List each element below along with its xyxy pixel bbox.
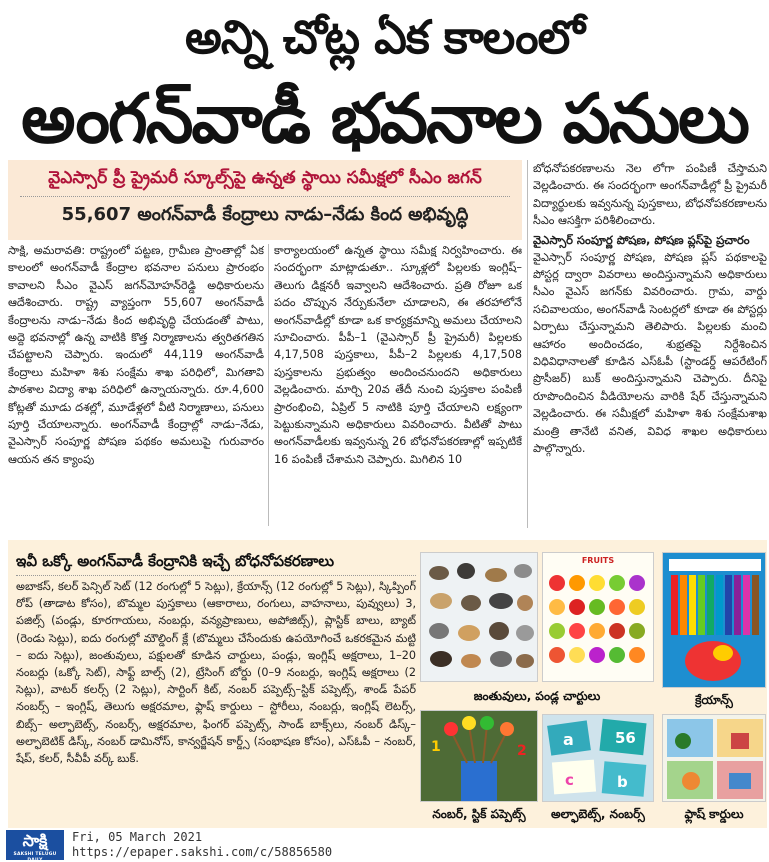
sakshi-logo [6, 830, 64, 860]
fruit-chart-photo [542, 552, 654, 682]
puppets-photo [420, 710, 538, 802]
alphabet-illustration [543, 715, 654, 802]
article-column-2: కార్యాలయంలో ఉన్నత స్థాయి సమీక్ష నిర్వహించారు. ఈ సందర్భంగా మాట్లాడుతూ.. స్కూళ్లలో పిల్లలకు ఇంగ్లిష్– తెలుగు డిక్షనరీ ఇవ్వాలని ఆదేశించారు. ప్రతి రోజూ ఒక పదం చొప్పున నేర్పుకునేలా చూడాలని, ఈ తరహాలోనే అంగన్‌వాడీల్లో కూడా ఒక కార్యక్రమాన్ని అమలు చేయాలని సూచించారు. పీపీ–1 (వైఎస్సార్ ప్రీ ప్రైమరీ) పిల్లలకు 4,17,508 పుస్తకాలు, పీపీ–2 పిల్లలకు 4,17,508 పుస్తకాలను ప్రభుత్వం అందించనుందని అధికారులు వెల్లడించారు. మార్చి 20వ తేదీ నుంచి పుస్తకాల పంపిణీ ప్రారంభించి, ఏప్రిల్ 5 నాటికి పూర్తి చేయాలని లక్ష్యంగా పెట్టుకున్నామని అధికారులు వివరించారు. వీటితో పాటు అంగన్‌వాడీలకు ఇవ్వనున్న 26 బోధనోపకరణాల్లో ఇప్పటికే 16 పంపిణీ చేశామని చెప్పారు. మిగిలిన 10 [274, 244, 522, 466]
puppets-caption: నంబర్, స్టిక్ పప్పెట్స్ [432, 807, 526, 821]
epaper-link[interactable]: https://epaper.sakshi.com/c/58856580 [72, 845, 333, 859]
subheadline-1: వైఎస్సార్ ప్రీ ప్రైమరీ స్కూల్స్‌పై ఉన్నత స్థాయి సమీక్షలో సీఎం జగన్ [48, 168, 482, 188]
crayons-photo [662, 552, 766, 688]
info-box-title: ఇవీ ఒక్కో అంగన్‌వాడీ కేంద్రానికి ఇచ్చే బోధనోపకరణాలు [16, 552, 335, 570]
crayons-caption: క్రేయాన్స్ [695, 693, 733, 707]
svg-text:1: 1 [431, 739, 441, 755]
animal-chart-illustration [421, 553, 538, 682]
info-box-text: అబాకస్, కలర్ పెన్సిల్ సెట్ (12 రంగుల్లో 5 సెట్లు), క్రేయాన్స్ (12 రంగుల్లో 5 సెట్లు), స్కిప్పింగ్ రోప్ (తాడాట కోసం), బొమ్మల పుస్తకాలు (ఆకారాలు, రంగులు, వాహనాలు, పువ్వులు) 3, పజిల్స్ (పండ్లు, కూరగాయలు, నంబర్లు, వన్యప్రాణులు, అపోజిట్స్), ప్లాస్టిక్ బాలు, బ్యాట్ (రెండు సెట్లు), ఐదు రంగుల్లో మౌల్డింగ్ క్లే (బొమ్మలు చేసేందుకు ఉపయోగించే ఒకరకమైన మట్టి – ఐదు సెట్లు), జంతువులు, పక్షులతో కూడిన చార్టులు, పండ్లు, ఇంగ్లిష్ అక్షరాలు, 1–20 నంబర్లు (ఒక్కో సెట్), సాఫ్ట్ బాల్స్ (2), ట్రేసింగ్ బోర్డు (0–9 నంబర్లు, ఇంగ్లిష్ అక్షరాలు (2 సెట్లు), వాటర్ కలర్స్ (2 సెట్లు), సార్టింగ్ కిట్, నంబర్ పప్పెట్స్–స్టిక్ పప్పెట్స్, శాండ్ పేపర్ నంబర్స్ – ఇంగ్లిష్, తెలుగు అక్షరమాల, ఫ్లాష్ కార్డులు – స్టోరీలు, నంబర్లు, ఇంగ్లిష్ లెటర్స్, బిబ్స్– అల్ఫాబెట్స్, నంబర్స్, అక్షరమాల, ఫింగర్ పప్పెట్స్, సాండ్ బాక్స్‌లు, నంబర్ డిస్క్–అల్ఫాబెటిక్ డిస్క్, నంబర్ డామినోస్, కాన్వర్జేషన్ కార్డ్స్ (సంభాషణ కోసం), ఎస్ఓపీ – నంబర్, షేప్, కలర్, సీవీపీ వర్క్ బుక్. [16, 580, 416, 766]
flashcards-illustration [663, 715, 766, 802]
article-column-1: సాక్షి, అమరావతి: రాష్ట్రంలో పట్టణ, గ్రామీణ ప్రాంతాల్లో ఏక కాలంలో అంగన్‌వాడీ కేంద్రాల భవనాల పనులు ప్రారంభం కావాలని సీఎం వైఎస్ జగన్‌మోహన్‌రెడ్డి అధికారులను ఆదేశించారు. రాష్ట్ర వ్యాప్తంగా 55,607 అంగన్‌వాడీ కేంద్రాలను నాడు–నేడు కింద అభివృద్ధి చేయడంతో పాటు, అద్దె భవనాల్లో ఉన్న వాటికి కొత్త నిర్మాణాలను త్వరితగతిన చేపట్టాలని చెప్పారు. ఇందులో 44,119 అంగన్‌వాడీ కేంద్రాలు మహిళా శిశు సంక్షేమ శాఖ పరిధిలో, మిగతావి పాఠశాల విద్యా శాఖ పరిధిలో ఉన్నాయన్నారు. రూ.4,600 కోట్లతో మూడు దశల్లో, మూడేళ్లలో వీటి నిర్మాణాలు, పనులు పూర్తి చేయాలన్నారు. అంగన్‌వాడీ కేంద్రాల్లో నాడు–నేడు, వైఎస్సార్ సంపూర్ణ పోషణ పథకం అమలుపై గురువారం ఆయన తన క్యాంపు [8, 244, 264, 466]
alphabet-photo [542, 714, 654, 802]
column-divider [527, 160, 528, 528]
charts-caption: జంతువులు, పండ్ల చార్టులు [473, 689, 601, 703]
headline-line-2: అంగన్‌వాడీ భవనాల పనులు [21, 80, 748, 159]
puppets-illustration [421, 711, 538, 802]
divider [20, 196, 510, 197]
article-column-3 [533, 160, 767, 530]
subheadline-2: 55,607 అంగన్‌వాడీ కేంద్రాలు నాడు–నేడు కింద అభివృద్ధి [61, 204, 469, 225]
svg-text:b: b [617, 773, 628, 791]
headline-line-1: అన్ని చోట్ల ఏక కాలంలో [185, 10, 584, 64]
paragraph: బోధనోపకరణాలను నెల లోగా పంపిణీ చేస్తామని వెల్లడించారు. ఈ సందర్భంగా అంగన్‌వాడీల్లో ప్రీ ప్రైమరీ విద్యార్థులకు ఇవ్వనున్న పుస్తకాలు, బోధనోపకరణాలను సీఎం ఆసక్తిగా పరిశీలించారు. [533, 162, 767, 228]
column-divider [268, 244, 269, 526]
svg-text:a: a [563, 730, 574, 749]
fruit-chart-illustration [543, 553, 654, 682]
fruits-label: FRUITS [581, 556, 615, 565]
flashcards-photo [662, 714, 766, 802]
alphabet-caption: అల్ఫాబెట్స్, నంబర్స్ [551, 807, 645, 821]
crayons-illustration [663, 553, 766, 688]
paragraph: వైఎస్సార్ సంపూర్ణ పోషణ, పోషణ ప్లస్ పథకాలపై పోస్టర్ల ద్వారా వివరాలు అందిస్తున్నామని అధికారులు సీఎం వైఎస్ జగన్‌కు వివరించారు. గ్రామ, వార్డు సచివాలయం, అంగన్‌వాడీ సెంటర్లలో కూడా ఈ పోస్టర్లు ఏర్పాటు చేస్తున్నామని తెలిపారు. పిల్లలకు మంచి ఆహారం అందించడం, శుభ్రతపై నిర్దేశించిన విధివిధానాలతో కూడిన ఎస్‌ఓపీ (స్టాండర్డ్ ఆపరేటింగ్ ప్రొసీజర్) బుక్ అందిస్తున్నామని చెప్పారు. దీనిపై రూపొందించిన వీడియోలను వారికి షేర్ చేస్తున్నామని వెల్లడించారు. ఈ సమీక్షలో మహిళా శిశు సంక్షేమశాఖ మంత్రి తానేటి వనిత, వివిధ శాఖల అధికారులు పాల్గొన్నారు. [533, 250, 767, 456]
animal-chart-photo [420, 552, 538, 682]
divider [16, 575, 416, 576]
publish-date: Fri, 05 March 2021 [72, 830, 203, 844]
svg-text:56: 56 [615, 729, 636, 747]
svg-text:2: 2 [517, 743, 527, 759]
logo-subtext: SAKSHI TELUGU DAILY [13, 852, 57, 862]
logo-text: సాక్షి [22, 831, 48, 850]
flashcards-caption: ఫ్లాష్ కార్డులు [684, 807, 744, 821]
svg-text:c: c [565, 771, 574, 789]
section-heading: వైఎస్సార్ సంపూర్ణ పోషణ, పోషణ ప్లస్‌పై ప్రచారం [533, 232, 750, 247]
